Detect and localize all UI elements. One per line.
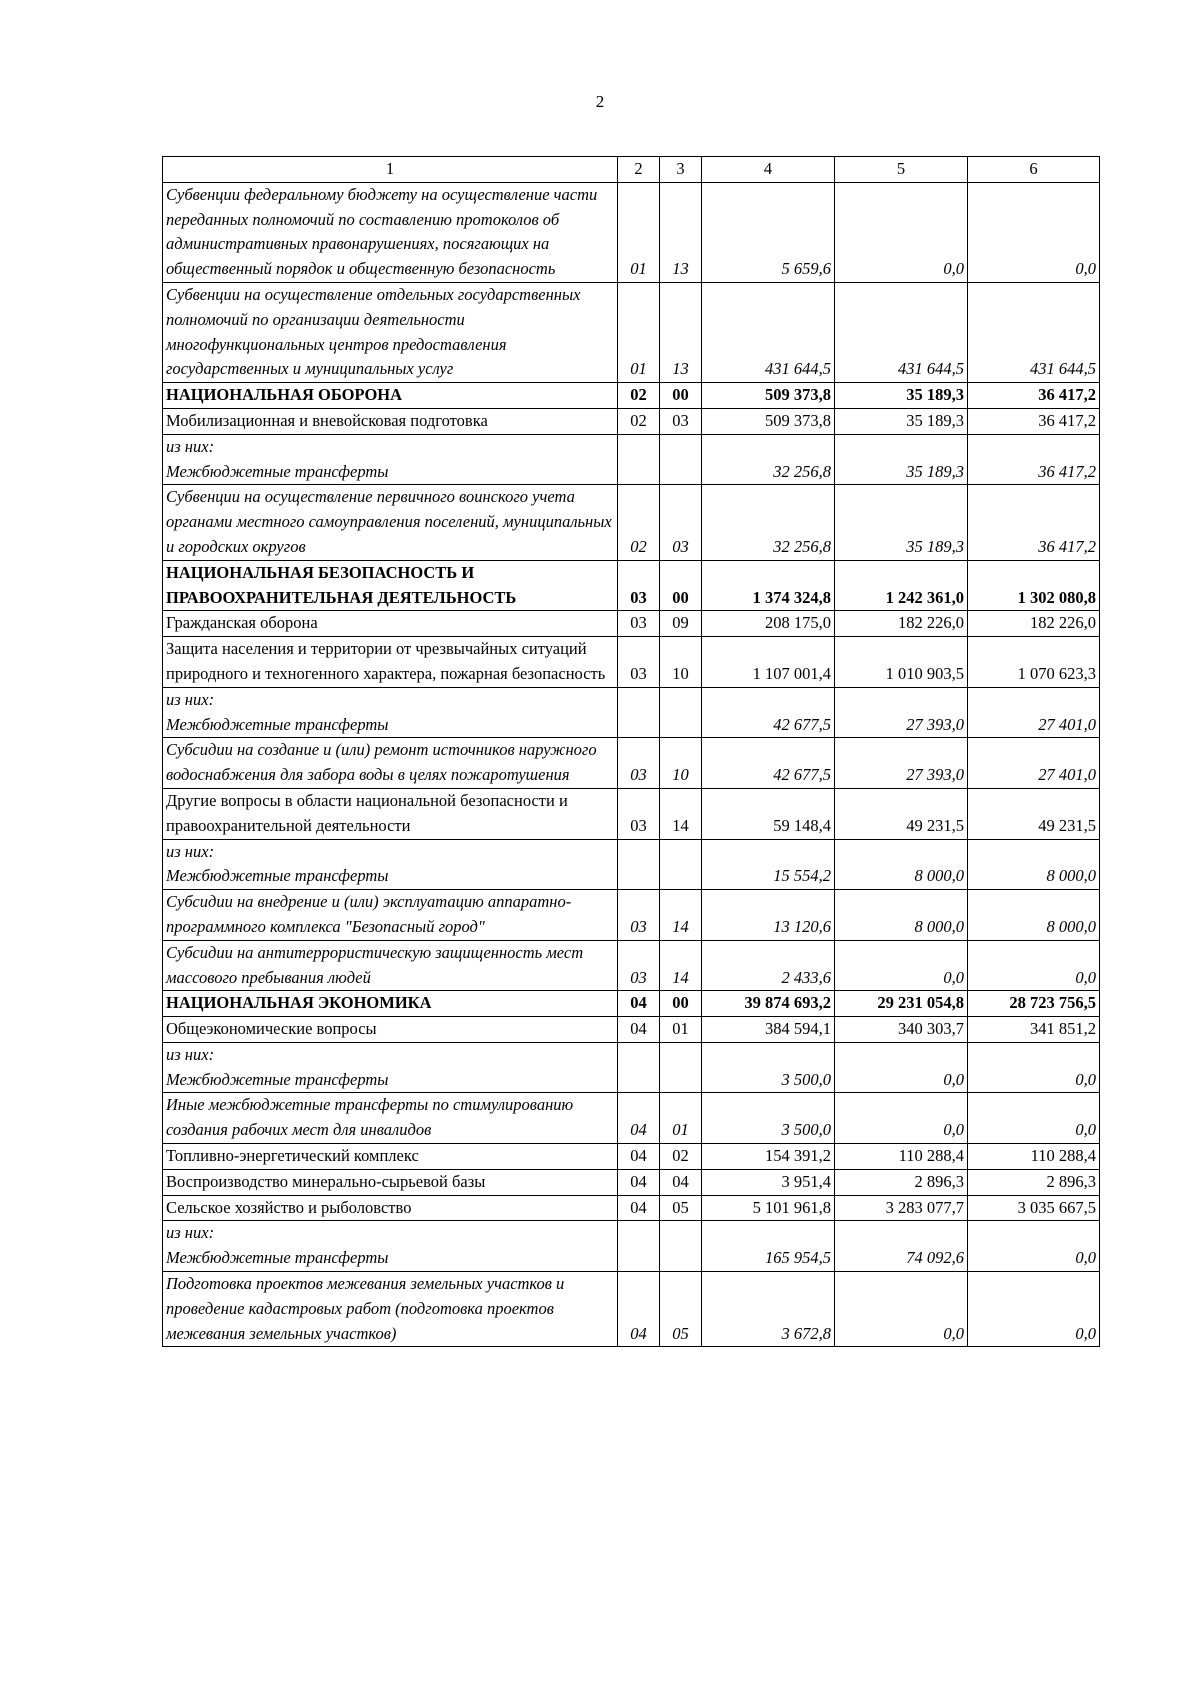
section-code: 04 <box>618 1144 660 1170</box>
column-number-row <box>163 157 1100 183</box>
value-col-5: 27 393,0 <box>835 687 968 738</box>
value-col-5: 8 000,0 <box>835 890 968 941</box>
value-col-4: 208 175,0 <box>702 611 835 637</box>
row-name <box>163 1221 618 1272</box>
section-code: 02 <box>618 408 660 434</box>
section-code: 03 <box>618 738 660 789</box>
table-row <box>163 434 1100 485</box>
value-col-5: 74 092,6 <box>835 1221 968 1272</box>
value-col-6: 36 417,2 <box>968 434 1100 485</box>
value-col-5: 35 189,3 <box>835 408 968 434</box>
value-col-4: 42 677,5 <box>702 687 835 738</box>
value-col-5: 35 189,3 <box>835 434 968 485</box>
section-code: 03 <box>618 788 660 839</box>
value-col-4: 59 148,4 <box>702 788 835 839</box>
table-row <box>163 1195 1100 1221</box>
column-number-2: 2 <box>618 157 660 183</box>
value-col-4: 2 433,6 <box>702 940 835 991</box>
row-name-subtext: Межбюджетные трансферты <box>166 1248 389 1268</box>
column-number-6: 6 <box>968 157 1100 183</box>
table-row <box>163 1169 1100 1195</box>
value-col-4: 15 554,2 <box>702 839 835 890</box>
subsection-code: 02 <box>660 1144 702 1170</box>
value-col-6: 49 231,5 <box>968 788 1100 839</box>
row-name <box>163 434 618 485</box>
row-name <box>163 408 618 434</box>
table-row <box>163 560 1100 611</box>
row-name-text: из них: <box>166 1223 215 1243</box>
subsection-code: 13 <box>660 182 702 282</box>
table-row <box>163 940 1100 991</box>
row-name-text: НАЦИОНАЛЬНАЯ ЭКОНОМИКА <box>166 993 432 1013</box>
value-col-6: 0,0 <box>968 1221 1100 1272</box>
column-number-4: 4 <box>702 157 835 183</box>
section-code: 04 <box>618 1272 660 1347</box>
subsection-code: 00 <box>660 560 702 611</box>
value-col-5: 29 231 054,8 <box>835 991 968 1017</box>
row-name-text: Иные межбюджетные трансферты по стимулированию создания рабочих мест для инвалидов <box>166 1095 574 1140</box>
table-row <box>163 1042 1100 1093</box>
table-row <box>163 282 1100 382</box>
column-number-5: 5 <box>835 157 968 183</box>
value-col-4: 39 874 693,2 <box>702 991 835 1017</box>
subsection-code: 00 <box>660 383 702 409</box>
value-col-6: 27 401,0 <box>968 738 1100 789</box>
table-row <box>163 383 1100 409</box>
section-code: 01 <box>618 282 660 382</box>
section-code <box>618 434 660 485</box>
value-col-4: 1 374 324,8 <box>702 560 835 611</box>
row-name <box>163 611 618 637</box>
row-name-subtext: Межбюджетные трансферты <box>166 714 389 734</box>
row-name <box>163 1093 618 1144</box>
table-row <box>163 991 1100 1017</box>
subsection-code <box>660 1042 702 1093</box>
table-row <box>163 1272 1100 1347</box>
value-col-6: 28 723 756,5 <box>968 991 1100 1017</box>
value-col-6: 3 035 667,5 <box>968 1195 1100 1221</box>
value-col-5: 27 393,0 <box>835 738 968 789</box>
row-name-text: Подготовка проектов межевания земельных участков и проведение кадастровых работ (подготовка проектов межевания земельных участков) <box>166 1274 565 1343</box>
section-code: 04 <box>618 1093 660 1144</box>
value-col-5: 2 896,3 <box>835 1169 968 1195</box>
value-col-6: 0,0 <box>968 1093 1100 1144</box>
subsection-code: 00 <box>660 991 702 1017</box>
row-name-text: Субвенции на осуществление первичного воинского учета органами местного самоуправления поселений, муниципальных и городских округов <box>166 487 612 556</box>
row-name-text: Гражданская оборона <box>166 613 318 633</box>
value-col-5: 35 189,3 <box>835 383 968 409</box>
value-col-5: 0,0 <box>835 1272 968 1347</box>
subsection-code <box>660 839 702 890</box>
row-name-text: НАЦИОНАЛЬНАЯ ОБОРОНА <box>166 385 403 405</box>
value-col-6: 0,0 <box>968 182 1100 282</box>
section-code: 02 <box>618 383 660 409</box>
value-col-5: 182 226,0 <box>835 611 968 637</box>
row-name-text: Защита населения и территории от чрезвычайных ситуаций природного и техногенного характера, пожарная безопасность <box>166 639 606 683</box>
row-name-text: из них: <box>166 689 215 709</box>
section-code: 03 <box>618 637 660 688</box>
subsection-code: 01 <box>660 1093 702 1144</box>
row-name <box>163 383 618 409</box>
value-col-5: 1 010 903,5 <box>835 637 968 688</box>
value-col-5: 340 303,7 <box>835 1017 968 1043</box>
value-col-4: 1 107 001,4 <box>702 637 835 688</box>
row-name-text: Субвенции федеральному бюджету на осуществление части переданных полномочий по составлению протоколов об административных правонарушениях, посягающих на общественный порядок и общественную безопасность <box>166 184 598 279</box>
table-row <box>163 611 1100 637</box>
row-name <box>163 991 618 1017</box>
value-col-6: 27 401,0 <box>968 687 1100 738</box>
row-name-text: Субсидии на внедрение и (или) эксплуатацию аппаратно-программного комплекса "Безопасный город" <box>166 892 572 936</box>
section-code: 04 <box>618 1169 660 1195</box>
subsection-code <box>660 434 702 485</box>
subsection-code: 05 <box>660 1272 702 1347</box>
subsection-code: 13 <box>660 282 702 382</box>
value-col-4: 165 954,5 <box>702 1221 835 1272</box>
section-code: 03 <box>618 560 660 611</box>
table-row <box>163 687 1100 738</box>
section-code: 04 <box>618 1017 660 1043</box>
value-col-6: 0,0 <box>968 940 1100 991</box>
section-code: 03 <box>618 890 660 941</box>
row-name <box>163 788 618 839</box>
value-col-6: 182 226,0 <box>968 611 1100 637</box>
row-name-text: из них: <box>166 841 215 861</box>
row-name <box>163 940 618 991</box>
value-col-4: 3 500,0 <box>702 1042 835 1093</box>
value-col-5: 49 231,5 <box>835 788 968 839</box>
table-row <box>163 1017 1100 1043</box>
table-row <box>163 1093 1100 1144</box>
value-col-4: 5 659,6 <box>702 182 835 282</box>
value-col-4: 32 256,8 <box>702 485 835 560</box>
row-name <box>163 1195 618 1221</box>
row-name-text: Субвенции на осуществление отдельных государственных полномочий по организации деятельности многофункциональных центров предоставления государственных и муниципальных услуг <box>166 284 581 379</box>
value-col-4: 5 101 961,8 <box>702 1195 835 1221</box>
value-col-4: 154 391,2 <box>702 1144 835 1170</box>
row-name-text: из них: <box>166 1044 215 1064</box>
row-name <box>163 1169 618 1195</box>
value-col-4: 42 677,5 <box>702 738 835 789</box>
value-col-6: 0,0 <box>968 1042 1100 1093</box>
value-col-5: 0,0 <box>835 1093 968 1144</box>
table-row <box>163 890 1100 941</box>
row-name-text: Общеэкономические вопросы <box>166 1019 377 1039</box>
row-name <box>163 1042 618 1093</box>
value-col-6: 110 288,4 <box>968 1144 1100 1170</box>
value-col-6: 341 851,2 <box>968 1017 1100 1043</box>
table-row <box>163 485 1100 560</box>
table-row <box>163 637 1100 688</box>
budget-table-body <box>163 157 1100 1347</box>
row-name-subtext: Межбюджетные трансферты <box>166 461 389 481</box>
row-name-text: Другие вопросы в области национальной безопасности и правоохранительной деятельности <box>166 790 568 835</box>
section-code: 01 <box>618 182 660 282</box>
table-row <box>163 182 1100 282</box>
value-col-5: 431 644,5 <box>835 282 968 382</box>
value-col-4: 32 256,8 <box>702 434 835 485</box>
row-name-text: Мобилизационная и вневойсковая подготовка <box>166 410 488 430</box>
value-col-5: 3 283 077,7 <box>835 1195 968 1221</box>
row-name <box>163 1144 618 1170</box>
section-code <box>618 1042 660 1093</box>
row-name-text: Топливно-энергетический комплекс <box>166 1146 419 1166</box>
row-name-text: Сельское хозяйство и рыболовство <box>166 1197 412 1217</box>
value-col-6: 0,0 <box>968 1272 1100 1347</box>
section-code <box>618 687 660 738</box>
column-number-3: 3 <box>660 157 702 183</box>
row-name-subtext: Межбюджетные трансферты <box>166 866 389 886</box>
row-name <box>163 1272 618 1347</box>
subsection-code: 09 <box>660 611 702 637</box>
table-row <box>163 788 1100 839</box>
value-col-5: 1 242 361,0 <box>835 560 968 611</box>
subsection-code: 10 <box>660 738 702 789</box>
section-code: 02 <box>618 485 660 560</box>
subsection-code: 10 <box>660 637 702 688</box>
section-code: 03 <box>618 611 660 637</box>
section-code <box>618 839 660 890</box>
section-code <box>618 1221 660 1272</box>
value-col-4: 384 594,1 <box>702 1017 835 1043</box>
value-col-6: 36 417,2 <box>968 485 1100 560</box>
value-col-4: 3 672,8 <box>702 1272 835 1347</box>
value-col-4: 509 373,8 <box>702 383 835 409</box>
section-code: 04 <box>618 991 660 1017</box>
table-row <box>163 1221 1100 1272</box>
row-name <box>163 890 618 941</box>
subsection-code: 03 <box>660 485 702 560</box>
column-number-1: 1 <box>163 157 618 183</box>
value-col-6: 2 896,3 <box>968 1169 1100 1195</box>
row-name <box>163 282 618 382</box>
row-name <box>163 182 618 282</box>
value-col-5: 0,0 <box>835 1042 968 1093</box>
subsection-code: 14 <box>660 890 702 941</box>
subsection-code: 04 <box>660 1169 702 1195</box>
row-name <box>163 560 618 611</box>
row-name <box>163 687 618 738</box>
section-code: 03 <box>618 940 660 991</box>
row-name <box>163 738 618 789</box>
value-col-5: 8 000,0 <box>835 839 968 890</box>
value-col-6: 8 000,0 <box>968 890 1100 941</box>
page-number: 2 <box>595 92 605 111</box>
value-col-4: 509 373,8 <box>702 408 835 434</box>
table-row <box>163 839 1100 890</box>
row-name-text: Субсидии на антитеррористическую защищенность мест массового пребывания людей <box>166 942 584 987</box>
value-col-6: 8 000,0 <box>968 839 1100 890</box>
budget-table <box>162 156 1100 1347</box>
value-col-6: 36 417,2 <box>968 383 1100 409</box>
subsection-code <box>660 1221 702 1272</box>
value-col-5: 35 189,3 <box>835 485 968 560</box>
value-col-6: 1 070 623,3 <box>968 637 1100 688</box>
value-col-6: 431 644,5 <box>968 282 1100 382</box>
value-col-4: 431 644,5 <box>702 282 835 382</box>
row-name-text: Воспроизводство минерально-сырьевой базы <box>166 1171 486 1191</box>
value-col-6: 36 417,2 <box>968 408 1100 434</box>
value-col-4: 3 951,4 <box>702 1169 835 1195</box>
value-col-5: 0,0 <box>835 940 968 991</box>
value-col-4: 13 120,6 <box>702 890 835 941</box>
row-name-subtext: Межбюджетные трансферты <box>166 1069 389 1089</box>
row-name-text: Субсидии на создание и (или) ремонт источников наружного водоснабжения для забора воды в целях пожаротушения <box>166 740 597 785</box>
value-col-5: 110 288,4 <box>835 1144 968 1170</box>
table-row <box>163 1144 1100 1170</box>
row-name <box>163 1017 618 1043</box>
row-name <box>163 485 618 560</box>
value-col-4: 3 500,0 <box>702 1093 835 1144</box>
subsection-code: 14 <box>660 940 702 991</box>
subsection-code: 01 <box>660 1017 702 1043</box>
row-name-text: из них: <box>166 436 215 456</box>
subsection-code: 14 <box>660 788 702 839</box>
row-name <box>163 637 618 688</box>
row-name-text: НАЦИОНАЛЬНАЯ БЕЗОПАСНОСТЬ И ПРАВООХРАНИТЕЛЬНАЯ ДЕЯТЕЛЬНОСТЬ <box>166 562 517 607</box>
value-col-6: 1 302 080,8 <box>968 560 1100 611</box>
subsection-code: 03 <box>660 408 702 434</box>
table-row <box>163 408 1100 434</box>
table-row <box>163 738 1100 789</box>
subsection-code: 05 <box>660 1195 702 1221</box>
subsection-code <box>660 687 702 738</box>
value-col-5: 0,0 <box>835 182 968 282</box>
row-name <box>163 839 618 890</box>
section-code: 04 <box>618 1195 660 1221</box>
